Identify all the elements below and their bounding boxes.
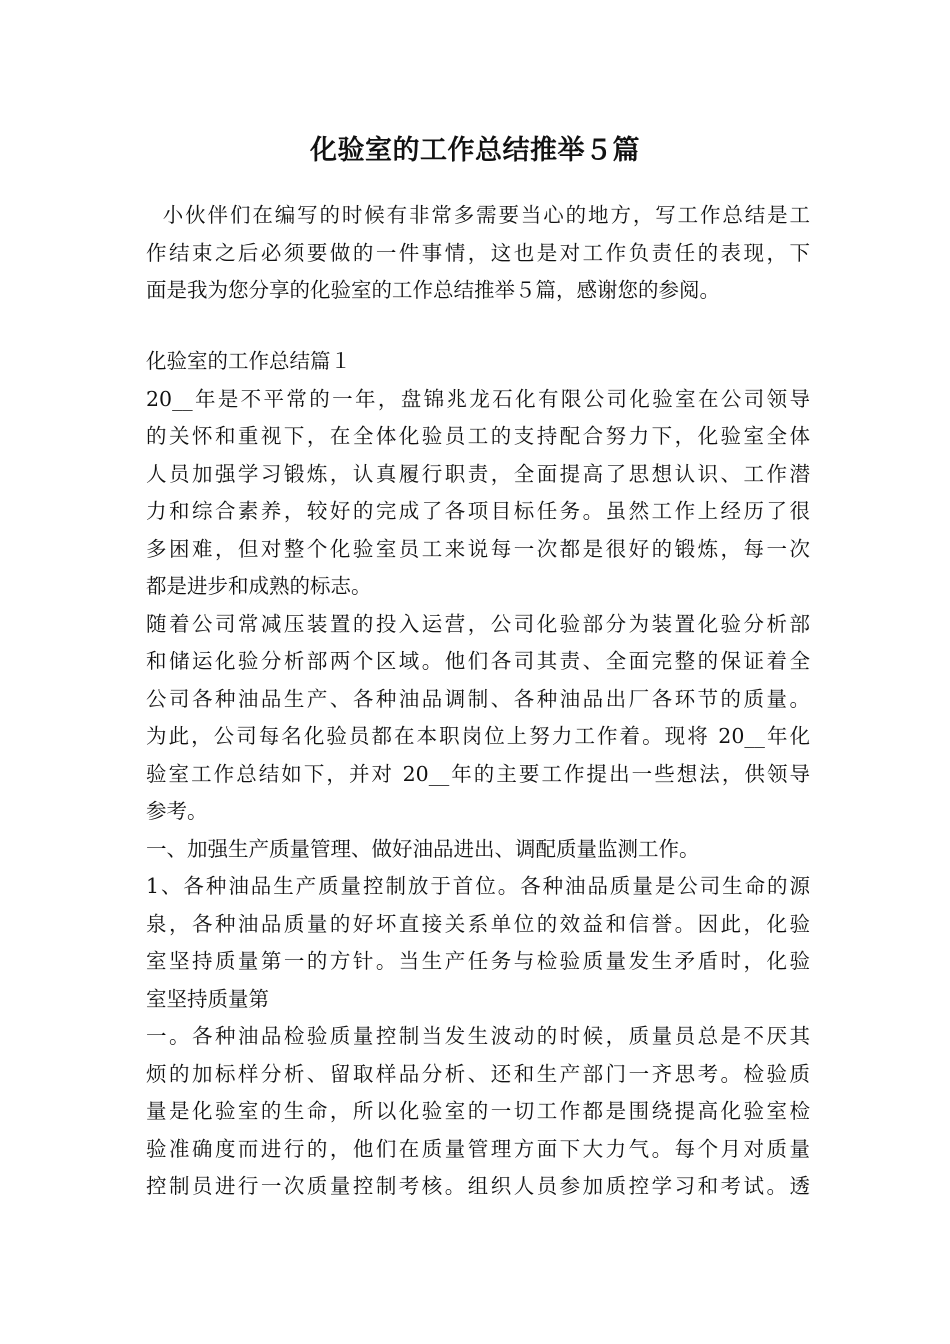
body-line: 20__年是不平常的一年，盘锦兆龙石化有限公司化验室在公司领导 [146,386,810,411]
body-line: 人员加强学习锻炼，认真履行职责，全面提高了思想认识、工作潜 [146,461,810,486]
body-line: 随着公司常减压装置的投入运营，公司化验部分为装置化验分析部 [146,611,810,636]
intro-line: 作结束之后必须要做的一件事情，这也是对工作负责任的表现，下 [146,240,810,265]
body-line: 和储运化验分析部两个区域。他们各司其责、全面完整的保证着全 [146,649,810,673]
body-line: 量是化验室的生命，所以化验室的一切工作都是围绕提高化验室检 [146,1099,810,1123]
body-line: 1、各种油品生产质量控制放于首位。各种油品质量是公司生命的源 [146,874,810,898]
intro-line: 小伙伴们在编写的时候有非常多需要当心的地方，写工作总结是工 [146,203,810,227]
section-subheading: 一、加强生产质量管理、做好油品进出、调配质量监测工作。 [146,836,700,861]
body-line: 力和综合素养，较好的完成了各项目标任务。虽然工作上经历了很 [146,499,810,523]
body-line: 为此，公司每名化验员都在本职岗位上努力工作着。现将 20__年化 [146,724,810,748]
intro-line: 面是我为您分享的化验室的工作总结推举５篇，感谢您的参阅。 [146,278,720,302]
body-line: 烦的加标样分析、留取样品分析、还和生产部门一齐思考。检验质 [146,1061,810,1086]
body-line: 泉，各种油品质量的好坏直接关系单位的效益和信誉。因此，化验 [146,911,810,936]
main-body [146,343,810,1206]
body-line: 多困难，但对整个化验室员工来说每一次都是很好的锻炼，每一次 [146,536,810,561]
intro-paragraph [146,197,810,310]
section-heading: 化验室的工作总结篇１ [146,349,351,373]
body-line: 控制员进行一次质量控制考核。组织人员参加质控学习和考试。透 [146,1174,810,1198]
body-line: 室坚持质量第一的方针。当生产任务与检验质量发生矛盾时，化验 [146,949,810,973]
body-line: 的关怀和重视下，在全体化验员工的支持配合努力下，化验室全体 [146,424,810,448]
body-line: 验准确度而进行的，他们在质量管理方面下大力气。每个月对质量 [146,1136,810,1161]
document-title: 化验室的工作总结推举５篇 [310,135,640,166]
body-line: 公司各种油品生产、各种油品调制、各种油品出厂各环节的质量。 [146,686,810,711]
body-line: 验室工作总结如下，并对 20__年的主要工作提出一些想法，供领导 [146,761,810,786]
body-line: 参考。 [146,799,208,823]
body-line: 一。各种油品检验质量控制当发生波动的时候，质量员总是不厌其 [146,1024,810,1048]
body-line: 都是进步和成熟的标志。 [146,574,372,598]
body-line: 室坚持质量第 [146,986,269,1011]
